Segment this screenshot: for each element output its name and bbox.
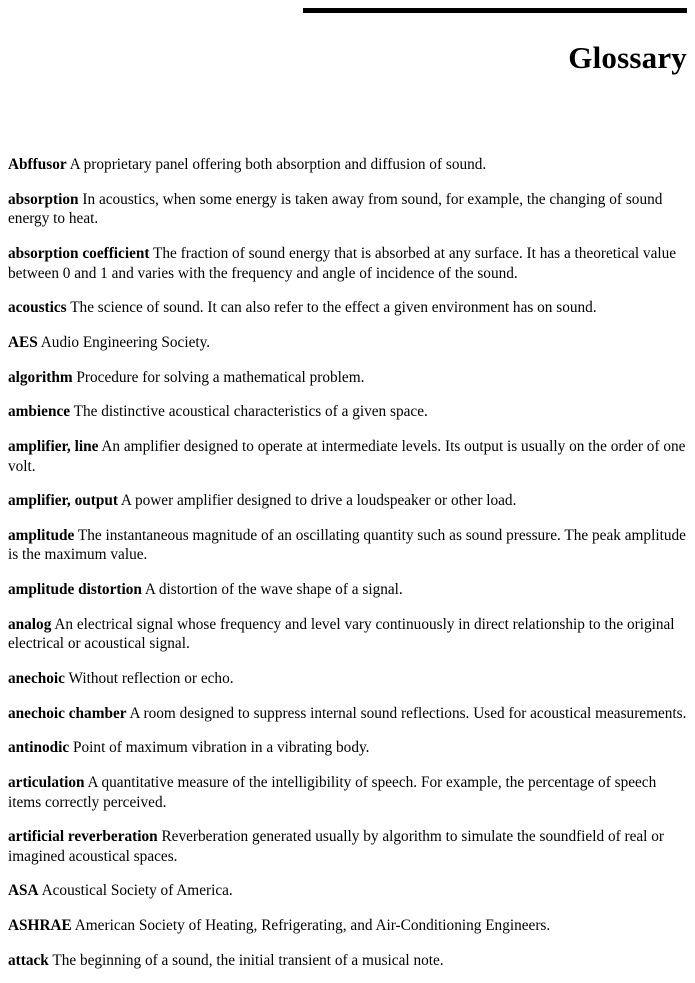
glossary-definition: Audio Engineering Society. bbox=[40, 334, 211, 352]
glossary-entry bbox=[8, 437, 687, 476]
glossary-definition: The fraction of sound energy that is absorbed at any surface. It has a theoretical value between 0 and 1 and varies with the frequency and angle of incidence of the sound. bbox=[8, 245, 677, 282]
glossary-definition: The distinctive acoustical characteristics of a given space. bbox=[73, 403, 428, 421]
glossary-definition: An electrical signal whose frequency and level vary continuously in direct relationship to the original electrical or acoustical signal. bbox=[8, 615, 675, 653]
glossary-term: ambience bbox=[8, 403, 71, 421]
glossary-term: amplifier, line bbox=[8, 438, 99, 456]
glossary-term: algorithm bbox=[8, 368, 73, 386]
glossary-entry bbox=[8, 704, 687, 723]
glossary-term: antinodic bbox=[8, 739, 70, 757]
page-title: Glossary bbox=[568, 39, 687, 75]
glossary-term: absorption coefficient bbox=[8, 245, 150, 263]
glossary-definition: Procedure for solving a mathematical problem. bbox=[76, 368, 365, 386]
glossary-definition: A quantitative measure of the intelligibility of speech. For example, the percentage of speech items correctly perceived. bbox=[8, 774, 657, 811]
glossary-entry bbox=[8, 190, 687, 229]
glossary-entry bbox=[8, 916, 687, 935]
glossary-definition: Without reflection or echo. bbox=[68, 670, 234, 688]
glossary-definition: A room designed to suppress internal sound reflections. Used for acoustical measurements. bbox=[129, 704, 687, 722]
glossary-entry bbox=[8, 368, 687, 387]
glossary-entry bbox=[8, 155, 687, 174]
glossary-definition: A proprietary panel offering both absorption and diffusion of sound. bbox=[69, 156, 487, 174]
glossary-entry bbox=[8, 333, 687, 352]
glossary-definition: Reverberation generated usually by algorithm to simulate the soundfield of real or imagined acoustical spaces. bbox=[8, 828, 665, 865]
glossary-entry bbox=[8, 738, 687, 757]
glossary-term: anechoic bbox=[8, 670, 65, 688]
glossary-term: acoustics bbox=[8, 299, 67, 317]
glossary-definition: An amplifier designed to operate at intermediate levels. Its output is usually on the order of one volt. bbox=[8, 438, 686, 475]
glossary-term: analog bbox=[8, 615, 52, 633]
glossary-definition: American Society of Heating, Refrigerating, and Air-Conditioning Engineers. bbox=[74, 917, 551, 935]
glossary-definition: Point of maximum vibration in a vibrating body. bbox=[73, 739, 370, 757]
glossary-entry bbox=[8, 491, 687, 510]
glossary-entry-list bbox=[8, 140, 687, 983]
glossary-term: amplitude bbox=[8, 527, 75, 545]
glossary-term: ASHRAE bbox=[8, 917, 72, 935]
glossary-entry bbox=[8, 298, 687, 317]
glossary-entry bbox=[8, 827, 687, 866]
glossary-definition: The instantaneous magnitude of an oscillating quantity such as sound pressure. The peak amplitude is the maximum value. bbox=[8, 527, 686, 564]
glossary-entry bbox=[8, 881, 687, 900]
glossary-term: anechoic chamber bbox=[8, 704, 127, 722]
glossary-entry bbox=[8, 580, 687, 599]
glossary-entry bbox=[8, 669, 687, 688]
glossary-definition: In acoustics, when some energy is taken away from sound, for example, the changing of sound energy to heat. bbox=[8, 191, 663, 228]
glossary-entry bbox=[8, 402, 687, 421]
header-rule bbox=[303, 8, 687, 13]
glossary-term: attack bbox=[8, 951, 49, 969]
glossary-term: absorption bbox=[8, 191, 79, 209]
glossary-entry bbox=[8, 526, 687, 565]
glossary-term: AES bbox=[8, 334, 38, 352]
glossary-definition: Acoustical Society of America. bbox=[41, 882, 233, 900]
glossary-term: articulation bbox=[8, 774, 85, 792]
glossary-definition: The beginning of a sound, the initial transient of a musical note. bbox=[52, 951, 444, 969]
glossary-term: amplifier, output bbox=[8, 492, 118, 510]
glossary-entry bbox=[8, 244, 687, 283]
glossary-term: amplitude distortion bbox=[8, 581, 142, 599]
glossary-entry bbox=[8, 773, 687, 812]
glossary-term: Abffusor bbox=[8, 156, 67, 174]
glossary-entry bbox=[8, 615, 687, 654]
glossary-entry bbox=[8, 951, 687, 970]
glossary-term: artificial reverberation bbox=[8, 828, 158, 846]
glossary-definition: A distortion of the wave shape of a signal. bbox=[144, 581, 403, 599]
glossary-definition: A power amplifier designed to drive a loudspeaker or other load. bbox=[120, 492, 517, 510]
glossary-term: ASA bbox=[8, 882, 39, 900]
glossary-definition: The science of sound. It can also refer to the effect a given environment has on sound. bbox=[70, 299, 597, 317]
